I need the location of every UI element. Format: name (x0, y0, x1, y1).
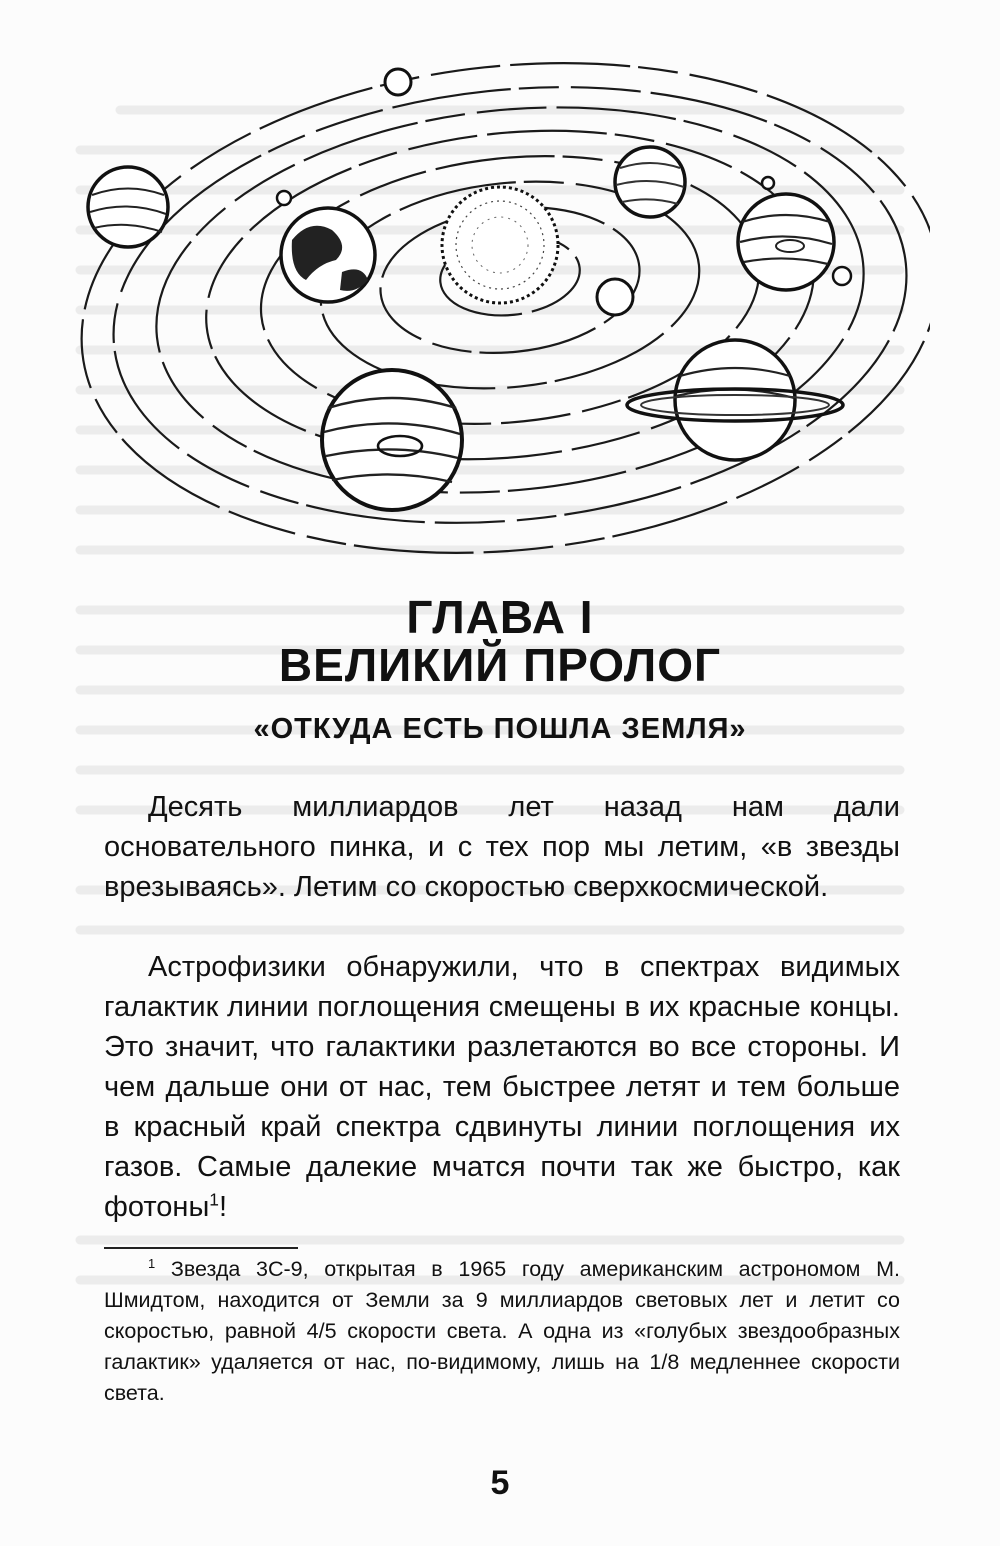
footnote-ref: 1 (209, 1189, 219, 1210)
planet-icon (88, 167, 168, 247)
body-paragraph-1 (104, 787, 900, 907)
planet-icon (277, 191, 291, 205)
footnote-divider (104, 1247, 298, 1249)
sun-icon (442, 187, 558, 303)
solar-system-illustration (70, 50, 930, 580)
planet-icon (615, 147, 685, 217)
planet-icon (762, 177, 774, 189)
footnote-body: Звезда 3С-9, открытая в 1965 году американским астрономом М. Шмидтом, находится от Земли за 9 миллиардов световых лет и летит со скоростью, равной 4/5 скорости света. А одна из «голубых звездообразных галактик» удаляется от нас, по-видимому, лишь на 1/8 медленнее скорости света. (104, 1257, 900, 1405)
paragraph-text: Десять миллиардов лет назад нам дали основательного пинка, и с тех пор мы летим, «в звезды врезываясь». Летим со скоростью сверхкосмической. (104, 791, 900, 903)
chapter-subtitle: «ОТКУДА ЕСТЬ ПОШЛА ЗЕМЛЯ» (253, 713, 747, 745)
paragraph-text (104, 947, 900, 1227)
page-number: 5 (490, 1464, 510, 1502)
chapter-label: ГЛАВА I (406, 591, 594, 643)
body-paragraph-2 (104, 947, 900, 1227)
orbit-lines (70, 50, 930, 580)
paragraph-end: ! (218, 1191, 228, 1223)
saturn-icon (627, 340, 843, 460)
planet-icon (833, 267, 851, 285)
planet-icon (281, 208, 375, 302)
footnote-text (104, 1254, 900, 1409)
footnote-marker: 1 (148, 1255, 156, 1271)
planet-icon (385, 69, 411, 95)
planet-icon (738, 194, 834, 290)
chapter-title: ВЕЛИКИЙ ПРОЛОГ (278, 639, 722, 691)
paragraph-text-main: Астрофизики обнаружили, что в спектрах видимых галактик линии поглощения смещены в их красные концы. Это значит, что галактики разлетаются во все стороны. И чем дальше они от нас, тем быстрее летят и тем больше в красный край спектра сдвинуты линии поглощения их газов. Самые далекие мчатся почти так же быстро, как фотоны (104, 951, 900, 1223)
planet-icon (322, 370, 462, 510)
planet-icon (597, 279, 633, 315)
footnote (104, 1254, 900, 1409)
